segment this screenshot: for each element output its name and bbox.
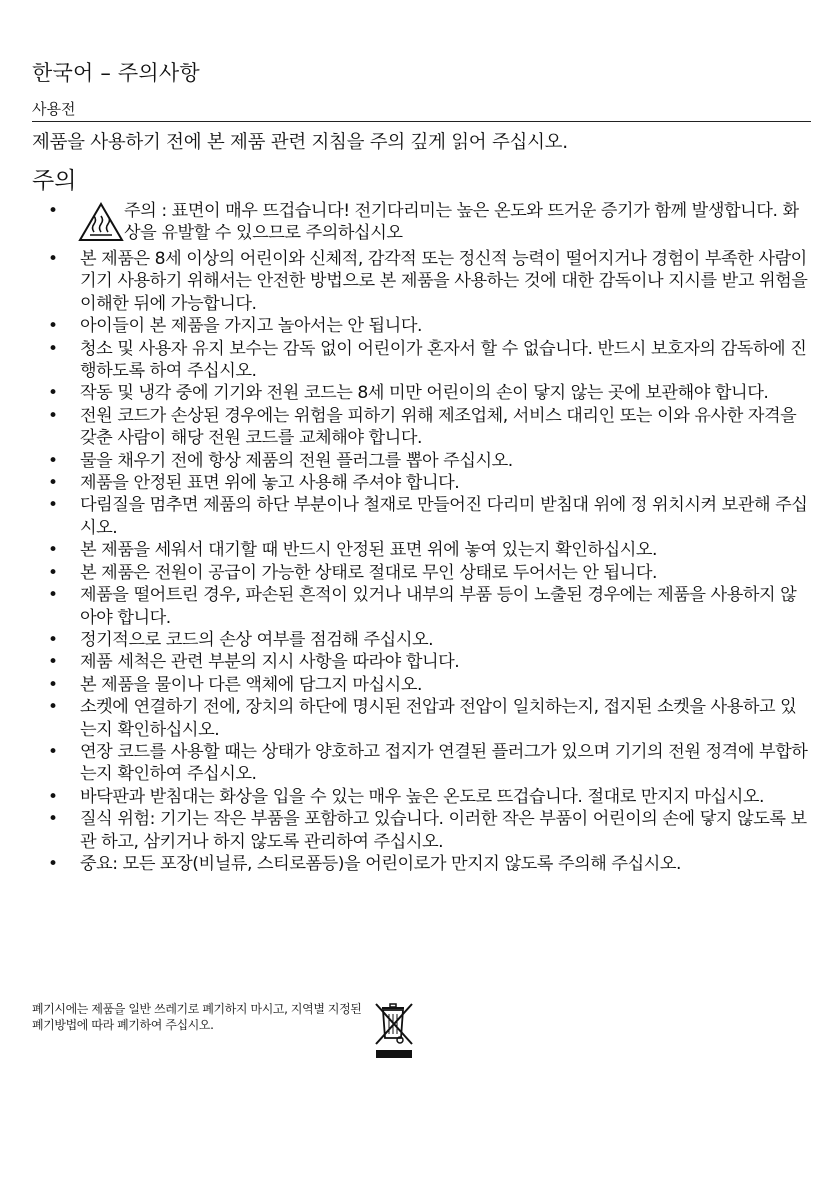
warning-text: 제품을 안정된 표면 위에 놓고 사용해 주셔야 합니다.: [80, 473, 460, 494]
warning-item: [32, 584, 811, 629]
warning-item: [32, 200, 811, 246]
warning-text: 본 제품은 전원이 공급이 가능한 상태로 절대로 무인 상태로 두어서는 안 됩니다.: [80, 562, 658, 583]
warning-text: 바닥판과 받침대는 화상을 입을 수 있는 매우 높은 온도로 뜨겁습니다. 절대로 만지지 마십시오.: [80, 786, 765, 807]
warning-text: 전원 코드가 손상된 경우에는 위험을 피하기 위해 제조업체, 서비스 대리인 또는 이와 유사한 자격을 갖춘 사람이 해당 전원 코드를 교체해야 합니다.: [80, 405, 797, 449]
warning-text: 아이들이 본 제품을 가지고 놀아서는 안 됩니다.: [80, 316, 423, 337]
caution-heading: 주의: [32, 168, 77, 194]
warning-item: [32, 674, 811, 696]
warning-item: [32, 808, 811, 853]
bullet-icon: •: [48, 629, 58, 650]
bullet-icon: •: [48, 585, 58, 606]
bullet-icon: •: [48, 316, 58, 337]
bullet-icon: •: [48, 697, 58, 718]
bullet-icon: •: [48, 495, 58, 516]
warning-item: [32, 651, 811, 673]
warning-text: 정기적으로 코드의 손상 여부를 점검해 주십시오.: [80, 629, 434, 650]
warning-text: 본 제품을 물이나 다른 액체에 담그지 마십시오.: [80, 674, 423, 695]
warning-text: 본 제품은 8세 이상의 어린이와 신체적, 감각적 또는 정신적 능력이 떨어지거나 경험이 부족한 사람이 기기 사용하기 위해서는 안전한 방법으로 본 제품을 사용하는 것에 대한 감독이나 지시를 받고 위험을 이해한 뒤에 가능합니다.: [80, 249, 808, 314]
warning-text: 물을 채우기 전에 항상 제품의 전원 플러그를 뽑아 주십시오.: [80, 450, 513, 471]
bullet-icon: •: [48, 249, 58, 269]
warning-item: [32, 696, 811, 741]
warning-item: [32, 741, 811, 786]
warning-text: 본 제품을 세워서 대기할 때 반드시 안정된 표면 위에 놓여 있는지 확인하십시오.: [80, 540, 658, 561]
warning-item: [32, 382, 811, 404]
warning-item: [32, 450, 811, 472]
hot-surface-warning-icon: [78, 202, 124, 242]
warning-text: 작동 및 냉각 중에 기기와 전원 코드는 8세 미만 어린이의 손이 닿지 않는 곳에 보관해야 합니다.: [80, 383, 769, 404]
warning-item: [32, 405, 811, 450]
bullet-icon: •: [48, 741, 58, 762]
bullet-icon: •: [48, 652, 58, 673]
bullet-icon: •: [48, 853, 58, 874]
warning-text: 중요: 모든 포장(비닐류, 스티로폼등)을 어린이로가 만지지 않도록 주의해 주십시오.: [80, 853, 682, 874]
warning-text: 제품을 떨어트린 경우, 파손된 흔적이 있거나 내부의 부품 등이 노출된 경우에는 제품을 사용하지 않아야 합니다.: [80, 585, 797, 628]
warning-list: [32, 200, 811, 875]
page-title: 한국어 – 주의사항: [32, 61, 200, 85]
warning-item: [32, 472, 811, 494]
disposal-note: 폐기시에는 제품을 일반 쓰레기로 폐기하지 마시고, 지역별 지정된 폐기방법에 따라 폐기하여 주십시오.: [32, 1002, 362, 1032]
crossed-out-wheelie-bin-icon: [372, 1000, 416, 1060]
bullet-icon: •: [48, 338, 58, 359]
warning-item: [32, 494, 811, 539]
warning-text: 소켓에 연결하기 전에, 장치의 하단에 명시된 전압과 전압이 일치하는지, 접지된 소켓을 사용하고 있는지 확인하십시오.: [80, 697, 797, 740]
bullet-icon: •: [48, 405, 58, 426]
bullet-icon: •: [48, 540, 58, 561]
bullet-icon: •: [48, 473, 58, 494]
bullet-icon: •: [48, 201, 58, 221]
warning-item: [32, 853, 811, 875]
section-label-before-use: 사용전: [32, 98, 811, 122]
warning-item: [32, 629, 811, 651]
warning-text: 제품 세척은 관련 부분의 지시 사항을 따라야 합니다.: [80, 652, 460, 673]
bullet-icon: •: [48, 383, 58, 404]
warning-item: [32, 539, 811, 561]
warning-item: [32, 338, 811, 383]
bullet-icon: •: [48, 450, 58, 471]
bullet-icon: •: [48, 809, 58, 830]
warning-text: 주의 : 표면이 매우 뜨겁습니다! 전기다리미는 높은 온도와 뜨거운 증기가 함께 발생합니다. 화상을 유발할 수 있으므로 주의하십시오: [124, 201, 799, 244]
bullet-icon: •: [48, 674, 58, 695]
warning-item: [32, 786, 811, 808]
warning-item: [32, 315, 811, 337]
bullet-icon: •: [48, 562, 58, 583]
warning-text: 청소 및 사용자 유지 보수는 감독 없이 어린이가 혼자서 할 수 없습니다. 반드시 보호자의 감독하에 진행하도록 하여 주십시오.: [80, 338, 807, 382]
intro-text: 제품을 사용하기 전에 본 제품 관련 지침을 주의 깊게 읽어 주십시오.: [32, 132, 568, 153]
warning-text: 질식 위험: 기기는 작은 부품을 포함하고 있습니다. 이러한 작은 부품이 어린이의 손에 닿지 않도록 보관 하고, 삼키거나 하지 않도록 관리하여 주십시오.: [80, 809, 807, 852]
warning-item: [32, 248, 811, 315]
warning-item: [32, 562, 811, 584]
warning-text: 연장 코드를 사용할 때는 상태가 양호하고 접지가 연결된 플러그가 있으며 기기의 전원 정격에 부합하는지 확인하여 주십시오.: [80, 741, 808, 785]
warning-text: 다림질을 멈추면 제품의 하단 부분이나 철재로 만들어진 다리미 받침대 위에 정 위치시켜 보관해 주십시오.: [80, 495, 808, 538]
manual-page: [32, 58, 811, 875]
bullet-icon: •: [48, 786, 58, 807]
